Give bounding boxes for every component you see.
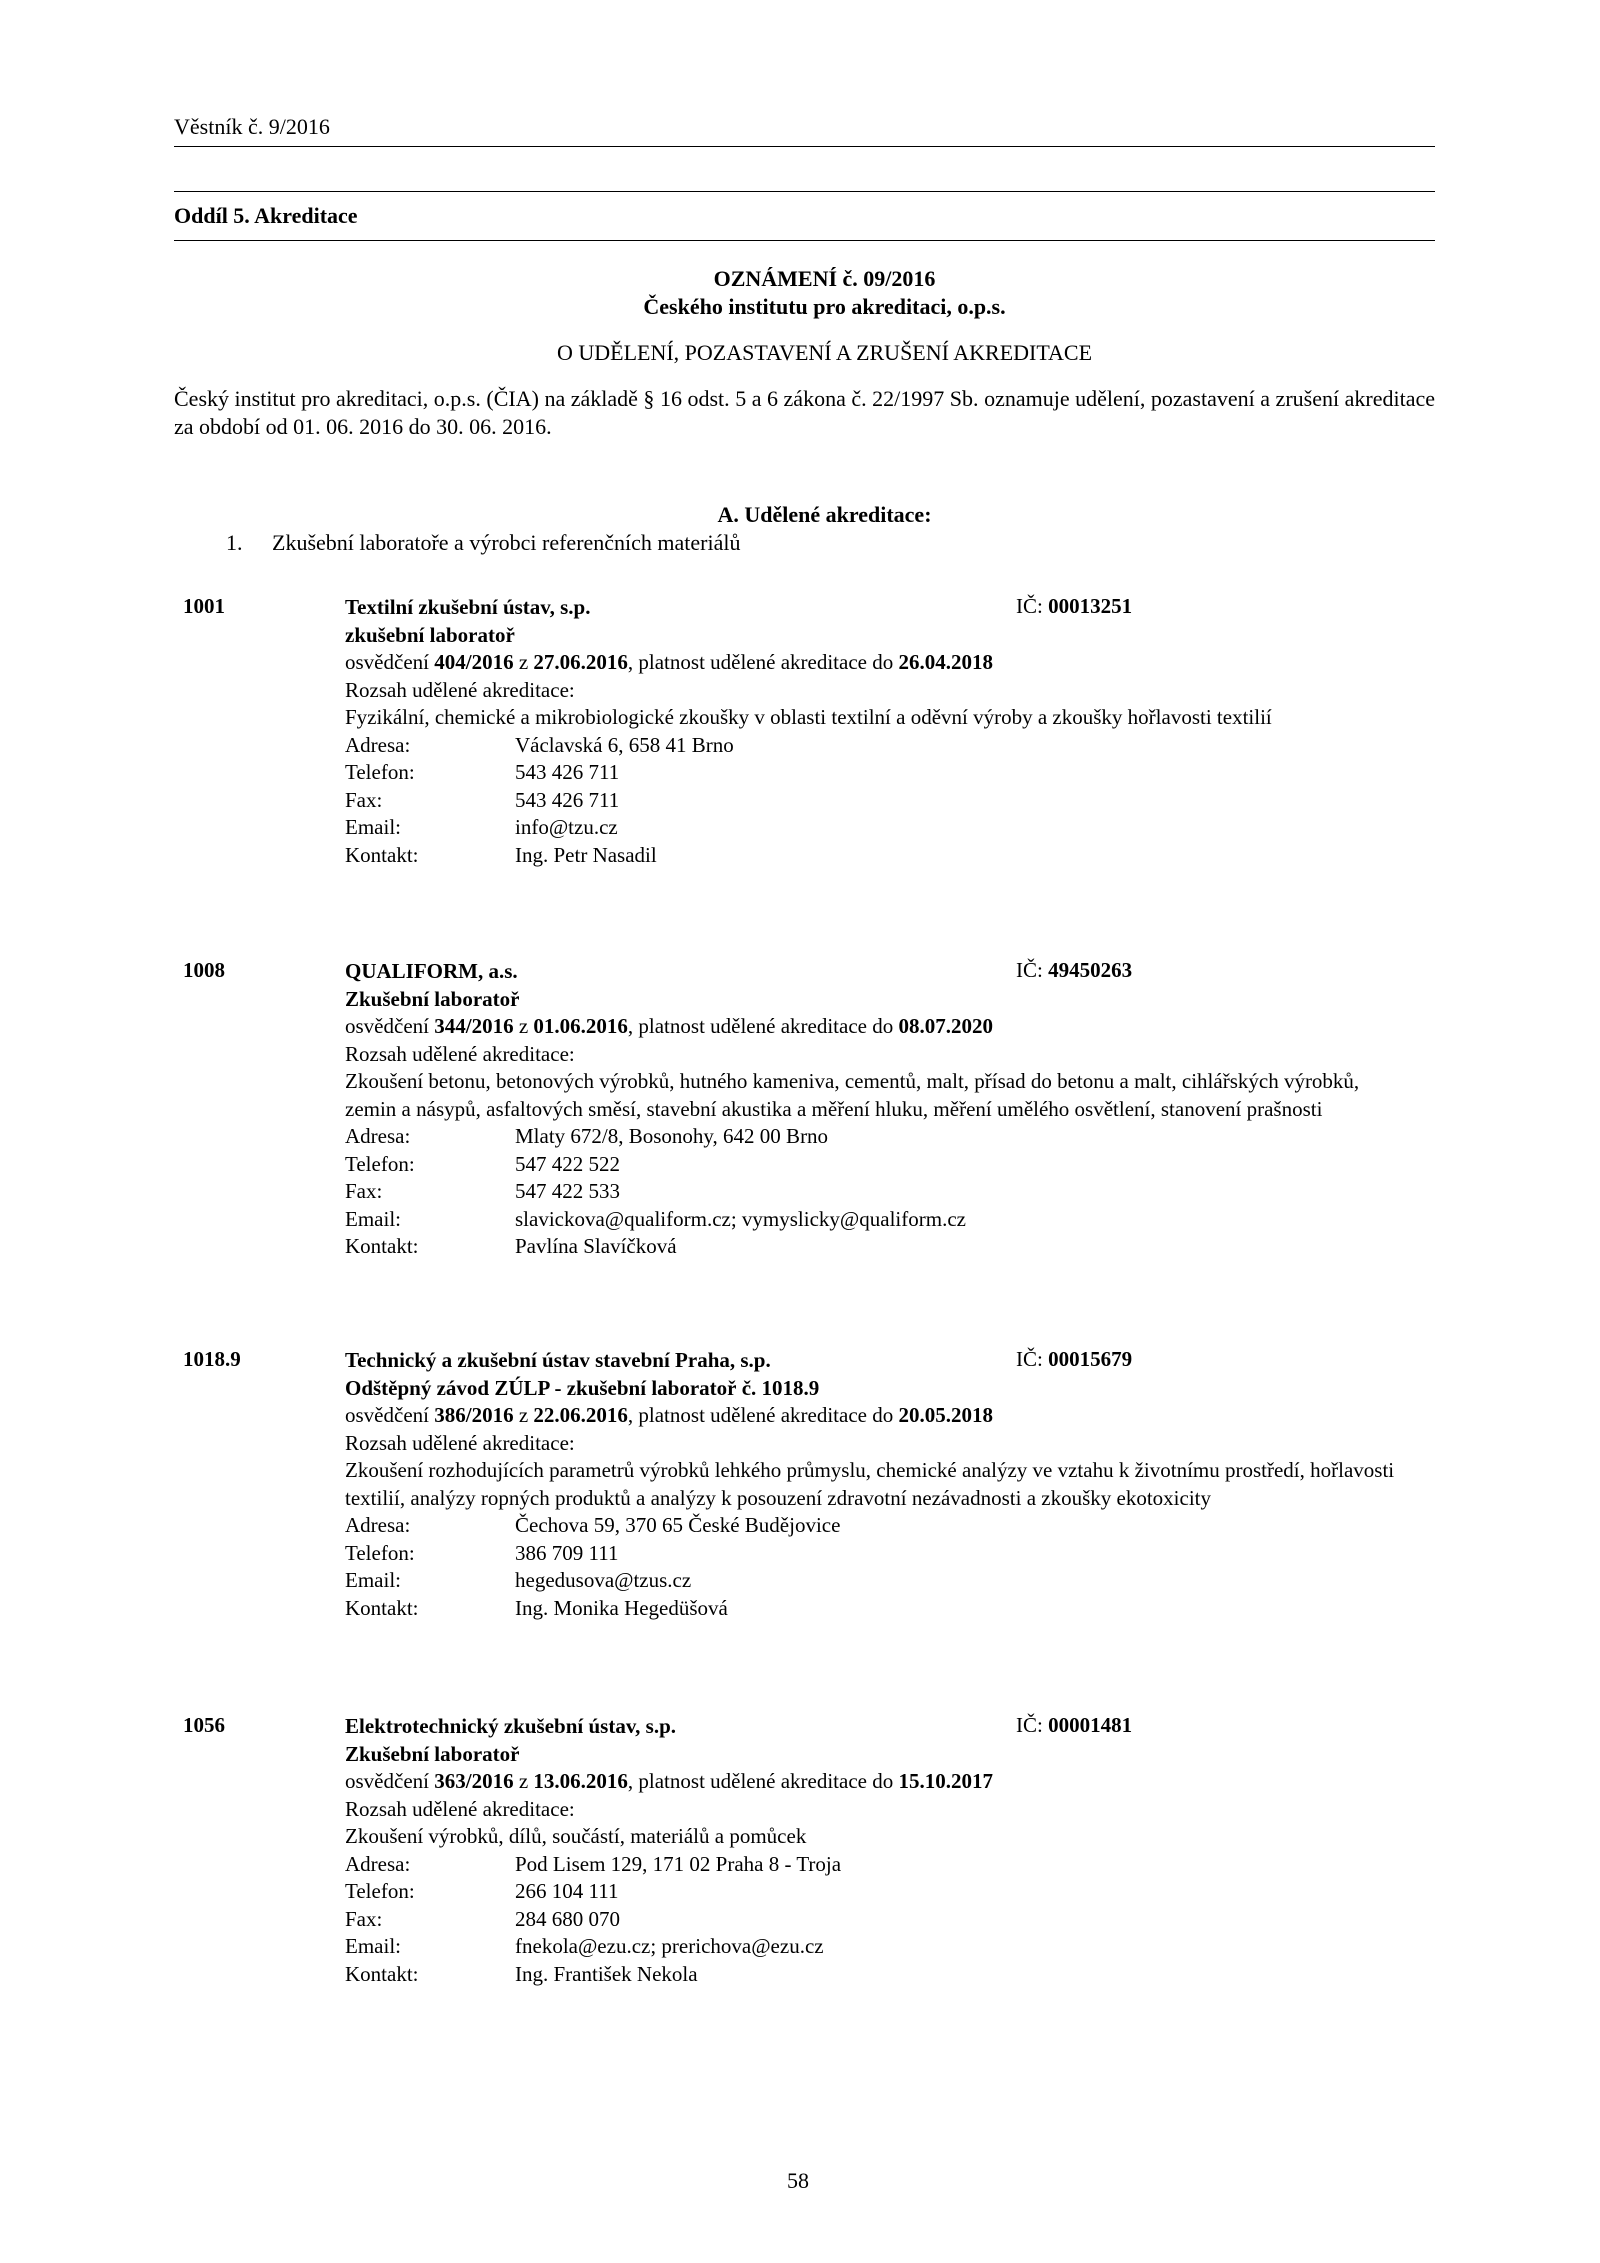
category-label: Zkušební laboratoře a výrobci referenčních materiálů: [272, 530, 741, 555]
entry-body: [345, 594, 1415, 869]
contact-value: Ing. Petr Nasadil: [515, 842, 657, 867]
email-row: [345, 1567, 1415, 1595]
address-label: Adresa:: [345, 732, 411, 757]
certificate-label: osvědčení: [345, 1403, 435, 1427]
certificate-number: 386/2016: [434, 1403, 514, 1427]
section-rule-bottom: [174, 240, 1435, 241]
entry-number: 1008: [183, 958, 225, 982]
entity-name: QUALIFORM, a.s.: [345, 959, 518, 983]
part-a-title: A. Udělené akreditace:: [717, 502, 932, 527]
fax-label: Fax:: [345, 1906, 383, 1931]
phone-value: 266 104 111: [515, 1879, 619, 1903]
entry-body: [345, 958, 1415, 1261]
address-label: Adresa:: [345, 1851, 411, 1876]
certificate-label: osvědčení: [345, 1014, 435, 1038]
validity-label: , platnost udělené akreditace do: [627, 1403, 899, 1427]
page-number: 58: [787, 2168, 809, 2193]
email-row: [345, 814, 1415, 842]
phone-label: Telefon:: [345, 1540, 415, 1565]
category-number: 1.: [226, 530, 243, 555]
scope-label: Rozsah udělené akreditace:: [345, 1041, 575, 1066]
certificate-line: [345, 1768, 1415, 1796]
address-value: Čechova 59, 370 65 České Budějovice: [515, 1513, 841, 1537]
certificate-from: z: [513, 1403, 534, 1427]
certificate-number: 404/2016: [434, 650, 514, 674]
scope-label: Rozsah udělené akreditace:: [345, 677, 575, 702]
validity-label: , platnost udělené akreditace do: [627, 1014, 899, 1038]
address-value: Václavská 6, 658 41 Brno: [515, 732, 734, 757]
entry-number: 1018.9: [183, 1347, 241, 1371]
certificate-line: [345, 1402, 1415, 1430]
address-row: [345, 1851, 1415, 1879]
entry-body: [345, 1713, 1415, 1988]
phone-value: 386 709 111: [515, 1540, 619, 1565]
notice-intro: Český institut pro akreditaci, o.p.s. (ČIA) na základě § 16 odst. 5 a 6 zákona č. 22/1997 Sb. oznamuje udělení, pozastavení a zrušení akreditace za období od 01. 06. 2016 do 30. 06. 2016.: [174, 386, 1435, 439]
header-rule: [174, 146, 1435, 147]
contact-row: [345, 1233, 1415, 1261]
section-rule-top: [174, 191, 1435, 192]
ic-label: IČ:: [1016, 1713, 1049, 1737]
phone-label: Telefon:: [345, 1879, 415, 1903]
fax-value: 284 680 070: [515, 1906, 620, 1931]
valid-until: 20.05.2018: [898, 1403, 993, 1427]
email-label: Email:: [345, 1206, 401, 1231]
entity-name: Elektrotechnický zkušební ústav, s.p.: [345, 1714, 677, 1738]
lab-type: Odštěpný závod ZÚLP - zkušební laboratoř č. 1018.9: [345, 1375, 820, 1400]
valid-until: 08.07.2020: [898, 1014, 993, 1038]
certificate-label: osvědčení: [345, 650, 435, 674]
fax-row: [345, 1178, 1415, 1206]
certificate-from: z: [513, 650, 534, 674]
email-value: fnekola@ezu.cz; prerichova@ezu.cz: [515, 1934, 824, 1958]
notice-issuer: Českého institutu pro akreditaci, o.p.s.: [643, 294, 1006, 319]
fax-value: 547 422 533: [515, 1179, 620, 1203]
scope-label: Rozsah udělené akreditace:: [345, 1430, 575, 1455]
address-label: Adresa:: [345, 1124, 411, 1148]
scope-text: Zkoušení betonu, betonových výrobků, hutného kameniva, cementů, malt, přísad do betonu a malt, cihlářských výrobků, zemin a násypů, asfaltových směsí, stavební akustika a měření hluku, měření umělého osvětlení, stanovení prašnosti: [345, 1069, 1360, 1121]
contact-value: Ing. Monika Hegedüšová: [515, 1595, 728, 1620]
lab-type: Zkušební laboratoř: [345, 1741, 520, 1766]
certificate-number: 344/2016: [434, 1014, 514, 1038]
certificate-date: 22.06.2016: [533, 1403, 628, 1427]
address-value: Mlaty 672/8, Bosonohy, 642 00 Brno: [515, 1124, 829, 1148]
fax-row: [345, 1906, 1415, 1934]
address-row: [345, 1123, 1415, 1151]
fax-label: Fax:: [345, 1179, 383, 1203]
validity-label: , platnost udělené akreditace do: [627, 650, 899, 674]
ic-value: 00013251: [1048, 594, 1133, 618]
scope-text: Zkoušení rozhodujících parametrů výrobků lehkého průmyslu, chemické analýzy ve vztahu k životnímu prostředí, hořlavosti textilií, analýzy ropných produktů a analýzy k posouzení zdravotní nezávadnosti a zkoušky ekotoxicity: [345, 1458, 1395, 1510]
email-value: hegedusova@tzus.cz: [515, 1568, 692, 1592]
notice-subject: O UDĚLENÍ, POZASTAVENÍ A ZRUŠENÍ AKREDITACE: [556, 340, 1093, 365]
phone-row: [345, 1540, 1415, 1568]
scope-label: Rozsah udělené akreditace:: [345, 1796, 575, 1821]
phone-value: 543 426 711: [515, 760, 620, 784]
valid-until: 26.04.2018: [898, 650, 993, 674]
certificate-number: 363/2016: [434, 1769, 514, 1793]
section-title: Oddíl 5. Akreditace: [174, 203, 358, 228]
certificate-date: 01.06.2016: [533, 1014, 628, 1038]
fax-value: 543 426 711: [515, 787, 620, 812]
certificate-line: [345, 649, 1415, 677]
certificate-label: osvědčení: [345, 1769, 435, 1793]
fax-label: Fax:: [345, 787, 383, 812]
certificate-from: z: [513, 1014, 534, 1038]
journal-title: Věstník č. 9/2016: [174, 114, 330, 139]
lab-type: Zkušební laboratoř: [345, 986, 520, 1011]
email-value: info@tzu.cz: [515, 815, 618, 839]
email-row: [345, 1206, 1415, 1234]
ic-label: IČ:: [1016, 594, 1049, 618]
contact-row: [345, 1961, 1415, 1989]
ic-value: 00001481: [1048, 1713, 1133, 1737]
certificate-date: 27.06.2016: [533, 650, 628, 674]
phone-value: 547 422 522: [515, 1151, 620, 1176]
certificate-from: z: [513, 1769, 534, 1793]
email-label: Email:: [345, 1568, 401, 1592]
address-value: Pod Lisem 129, 171 02 Praha 8 - Troja: [515, 1851, 842, 1876]
email-value: slavickova@qualiform.cz; vymyslicky@qualiform.cz: [515, 1206, 966, 1231]
phone-row: [345, 759, 1415, 787]
ic-value: 00015679: [1048, 1347, 1133, 1371]
valid-until: 15.10.2017: [898, 1769, 993, 1793]
email-label: Email:: [345, 1934, 401, 1958]
address-row: [345, 732, 1415, 760]
notice-title: OZNÁMENÍ č. 09/2016: [713, 266, 936, 291]
contact-value: Ing. František Nekola: [515, 1961, 698, 1986]
entity-name: Technický a zkušební ústav stavební Praha, s.p.: [345, 1348, 771, 1372]
contact-value: Pavlína Slavíčková: [515, 1234, 677, 1258]
email-row: [345, 1933, 1415, 1961]
certificate-date: 13.06.2016: [533, 1769, 628, 1793]
phone-row: [345, 1878, 1415, 1906]
contact-row: [345, 1595, 1415, 1623]
ic-label: IČ:: [1016, 1347, 1049, 1371]
contact-label: Kontakt:: [345, 1234, 419, 1258]
contact-label: Kontakt:: [345, 1961, 419, 1986]
entity-name: Textilní zkušební ústav, s.p.: [345, 595, 591, 619]
scope-text: Zkoušení výrobků, dílů, součástí, materiálů a pomůcek: [345, 1824, 807, 1848]
phone-row: [345, 1151, 1415, 1179]
ic-value: 49450263: [1048, 958, 1133, 982]
scope-text: Fyzikální, chemické a mikrobiologické zkoušky v oblasti textilní a oděvní výroby a zkoušky hořlavosti textilií: [345, 705, 1272, 729]
certificate-line: [345, 1013, 1415, 1041]
lab-type: zkušební laboratoř: [345, 622, 515, 647]
phone-label: Telefon:: [345, 760, 415, 784]
email-label: Email:: [345, 815, 401, 839]
phone-label: Telefon:: [345, 1151, 415, 1176]
entry-body: [345, 1347, 1415, 1622]
validity-label: , platnost udělené akreditace do: [627, 1769, 899, 1793]
address-row: [345, 1512, 1415, 1540]
contact-label: Kontakt:: [345, 842, 419, 867]
fax-row: [345, 787, 1415, 815]
contact-row: [345, 842, 1415, 870]
ic-label: IČ:: [1016, 958, 1049, 982]
entry-number: 1056: [183, 1713, 225, 1737]
contact-label: Kontakt:: [345, 1595, 419, 1620]
address-label: Adresa:: [345, 1513, 411, 1537]
entry-number: 1001: [183, 594, 225, 618]
